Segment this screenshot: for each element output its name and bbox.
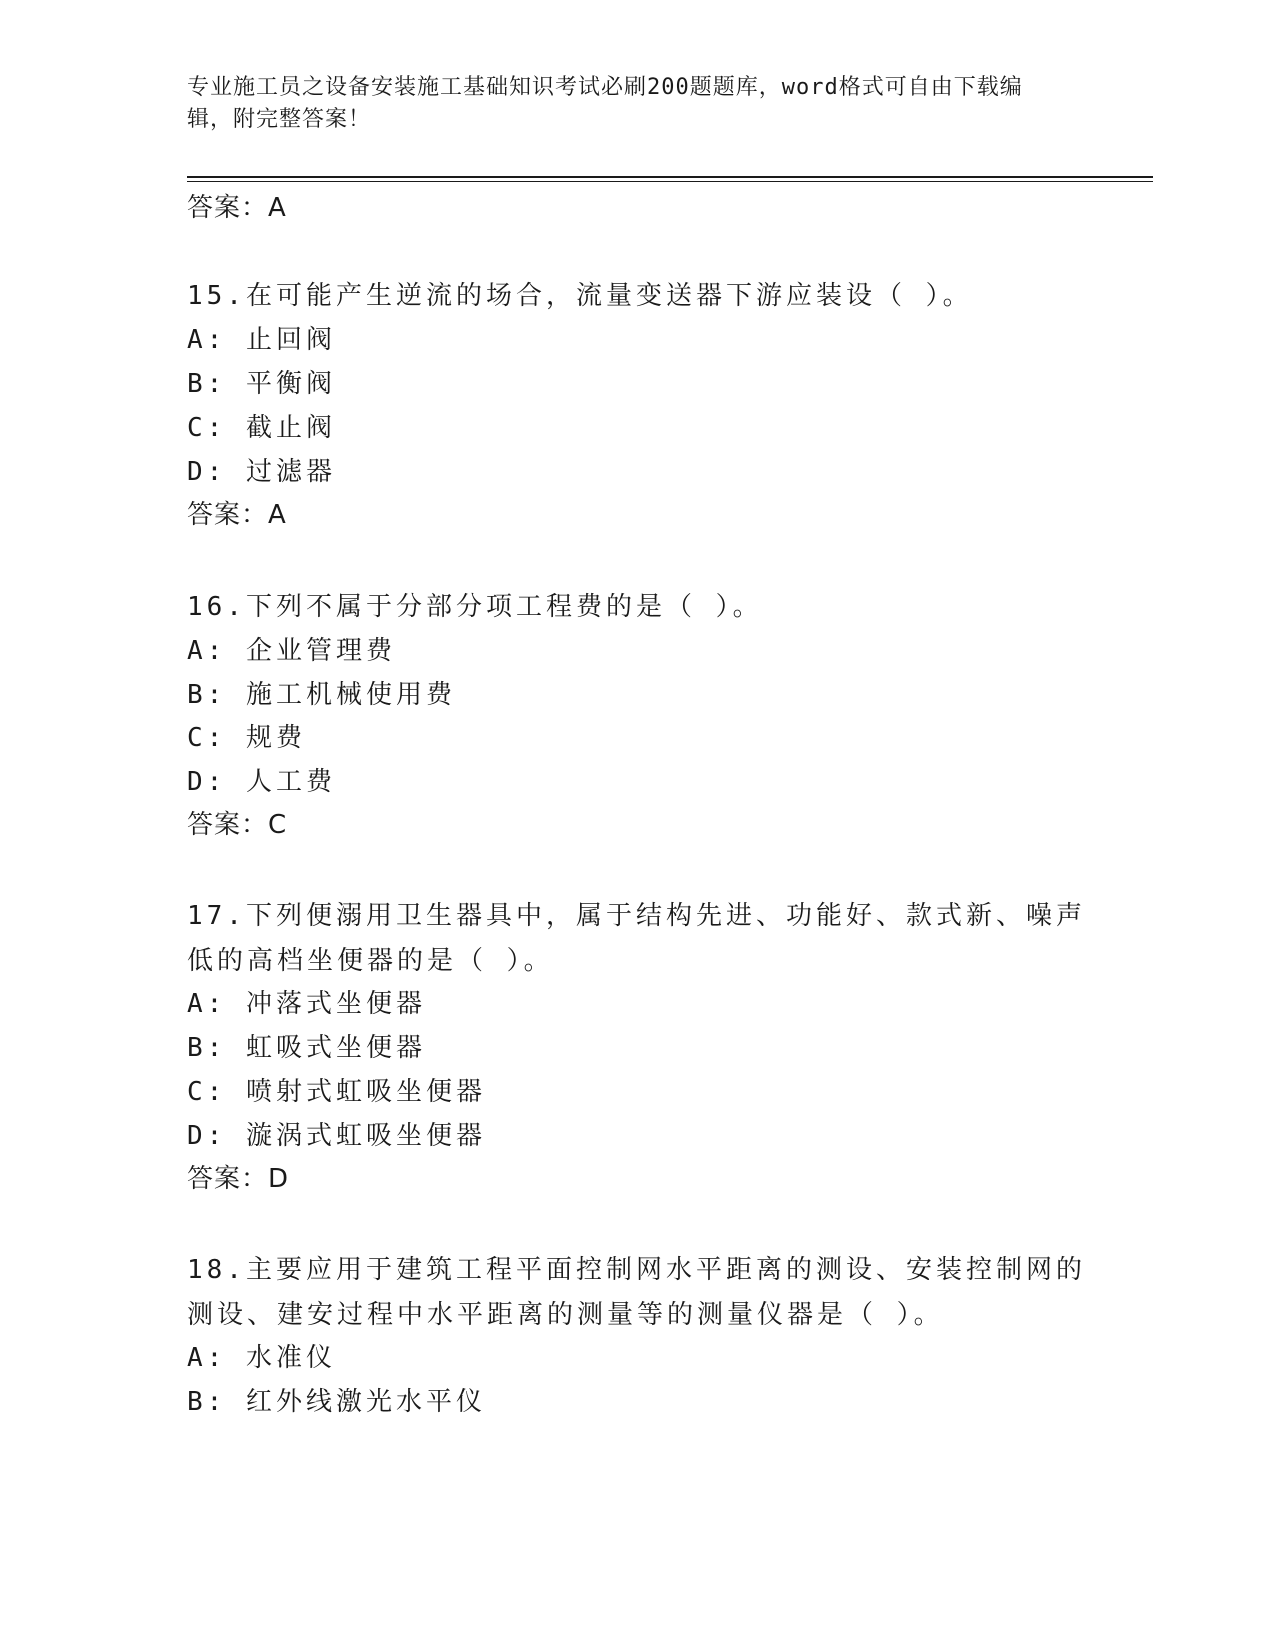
question-18-text: 18.主要应用于建筑工程平面控制网水平距离的测设、安装控制网的测设、建安过程中水平距离的测量等的测量仪器是（ ）。 <box>187 1255 1086 1330</box>
question-17-option-a: A: 冲落式坐便器 <box>187 989 426 1019</box>
question-16-option-b: B: 施工机械使用费 <box>187 680 456 710</box>
question-16-option-d: D: 人工费 <box>187 767 336 797</box>
header-divider-thin <box>187 181 1153 182</box>
question-15-option-d: D: 过滤器 <box>187 457 336 487</box>
question-15-option-c: C: 截止阀 <box>187 413 336 443</box>
question-16-option-a: A: 企业管理费 <box>187 636 396 666</box>
question-15-option-a: A: 止回阀 <box>187 325 336 355</box>
question-17-option-b: B: 虹吸式坐便器 <box>187 1033 426 1063</box>
question-15-text: 15.在可能产生逆流的场合，流量变送器下游应装设（ ）。 <box>187 281 973 311</box>
answer-14: 答案：A <box>187 193 287 223</box>
question-18-option-b: B: 红外线激光水平仪 <box>187 1387 486 1417</box>
question-16-option-c: C: 规费 <box>187 723 306 753</box>
question-18-option-a: A: 水准仪 <box>187 1343 336 1373</box>
answer-15: 答案：A <box>187 500 287 530</box>
document-header: 专业施工员之设备安装施工基础知识考试必刷200题题库，word格式可自由下载编辑，附完整答案！ <box>187 75 1023 132</box>
header-divider <box>187 176 1153 178</box>
answer-17: 答案：D <box>187 1164 290 1194</box>
question-15-option-b: B: 平衡阀 <box>187 369 336 399</box>
question-17-text: 17.下列便溺用卫生器具中，属于结构先进、功能好、款式新、噪声低的高档坐便器的是（ ）。 <box>187 901 1086 976</box>
question-16-text: 16.下列不属于分部分项工程费的是（ ）。 <box>187 592 763 622</box>
question-17-option-d: D: 漩涡式虹吸坐便器 <box>187 1121 486 1151</box>
question-17-option-c: C: 喷射式虹吸坐便器 <box>187 1077 486 1107</box>
answer-16: 答案：C <box>187 810 288 840</box>
